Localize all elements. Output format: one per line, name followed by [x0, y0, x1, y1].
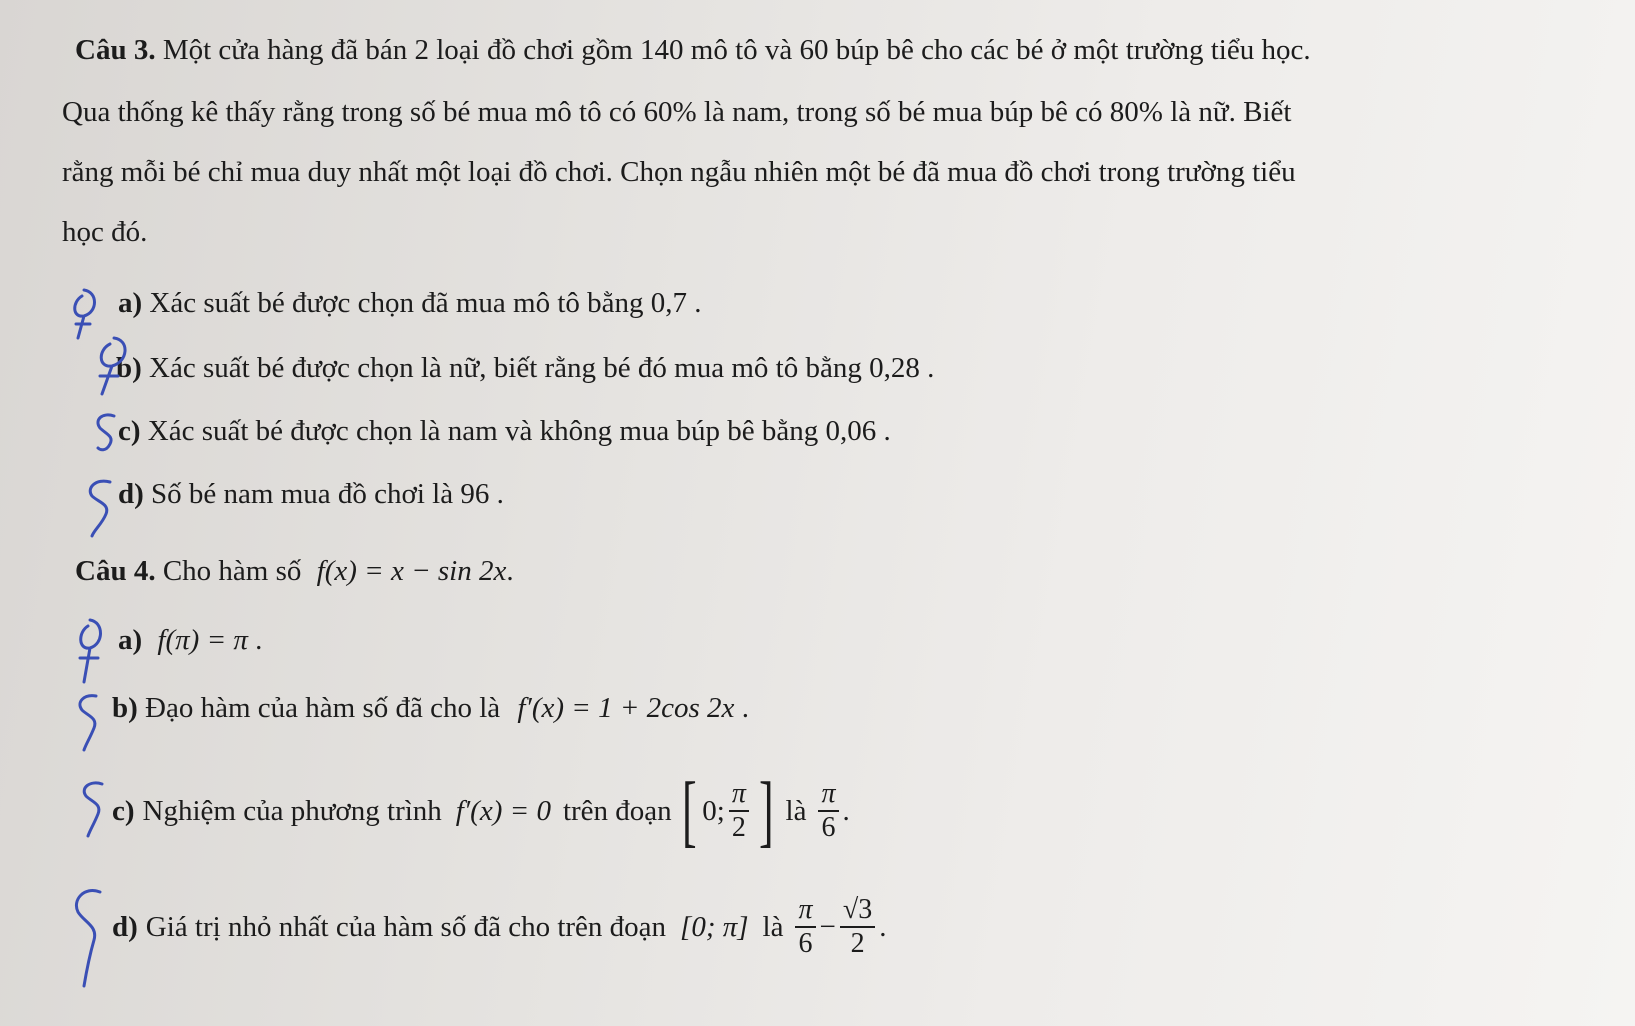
- q3-line-1: [75, 32, 1311, 68]
- q3-option-b: [116, 350, 934, 386]
- frac-denominator: 6: [821, 812, 836, 843]
- frac-numerator: π: [729, 778, 749, 812]
- q4-d-la: là: [762, 911, 784, 943]
- q4-line-1: Câu 4. Cho hàm số f(x) = x − sin 2x.: [75, 555, 514, 587]
- q3-text-1: Một cửa hàng đã bán 2 loại đồ chơi gồm 140 mô tô và 60 búp bê cho các bé ở một trường tiểu học.: [162, 34, 1311, 66]
- frac-numerator: π: [818, 778, 838, 812]
- q3-title: Câu 3.: [75, 34, 156, 66]
- handwritten-mark-q3-b: [88, 332, 132, 402]
- q4-title: Câu 4.: [75, 555, 156, 587]
- q4-intro: Cho hàm số: [162, 555, 302, 587]
- handwritten-mark-q4-b: [70, 690, 110, 754]
- q4-b-text: Đạo hàm của hàm số đã cho là: [145, 692, 501, 724]
- q4-option-a: a) f(π) = π .: [118, 624, 263, 656]
- q4-function: f(x) = x − sin 2x: [316, 555, 507, 587]
- q4-d-fraction-pi: [795, 894, 815, 960]
- q3-c-text: Xác suất bé được chọn là nam và không mua búp bê bằng 0,06 .: [147, 415, 891, 447]
- q4-c-text: Nghiệm của phương trình: [142, 795, 442, 827]
- q3-a-text: Xác suất bé được chọn đã mua mô tô bằng 0,7 .: [149, 287, 702, 319]
- q4-a-label: a): [118, 624, 143, 656]
- q3-line-3: rằng mỗi bé chỉ mua duy nhất một loại đồ chơi. Chọn ngẫu nhiên một bé đã mua đồ chơi trong trường tiểu: [62, 156, 1296, 188]
- q4-d-text: Giá trị nhỏ nhất của hàm số đã cho trên đoạn: [145, 911, 667, 943]
- frac-numerator: √3: [840, 894, 875, 928]
- q3-d-label: d): [118, 478, 144, 510]
- handwritten-mark-q4-d: [66, 882, 110, 992]
- minus-sign: −: [819, 911, 836, 943]
- q3-c-label: c): [118, 415, 141, 447]
- q3-option-d: [118, 476, 504, 512]
- q4-option-d: d) Giá trị nhỏ nhất của hàm số đã cho trên đoạn [0; π] là $\frac{\pi}{6}$ − $\frac{√3}{2}$ .: [112, 894, 887, 959]
- q4-b-math: f′(x) = 1 + 2cos 2x: [517, 692, 735, 724]
- q4-d-label: d): [112, 911, 138, 943]
- frac-denominator: 6: [798, 928, 813, 959]
- q4-c-la: là: [785, 795, 807, 827]
- frac-numerator: π: [795, 894, 815, 928]
- left-bracket: [: [681, 767, 697, 855]
- q3-line-4: học đó.: [62, 216, 148, 248]
- q4-c-math: f′(x) = 0: [455, 795, 551, 827]
- q3-a-label: a): [118, 287, 143, 319]
- q3-b-label: b): [116, 352, 142, 384]
- q3-d-text: Số bé nam mua đồ chơi là 96 .: [151, 478, 504, 510]
- q3-line-2: Qua thống kê thấy rằng trong số bé mua mô tô có 60% là nam, trong số bé mua búp bê có 80% là nữ. Biết: [62, 96, 1292, 128]
- q4-c-label: c): [112, 795, 135, 827]
- right-bracket: ]: [758, 767, 774, 855]
- q3-option-a: [118, 285, 702, 321]
- frac-denominator: 2: [731, 812, 746, 843]
- handwritten-mark-q3-d: [80, 474, 120, 540]
- q4-a-math: f(π) = π: [157, 624, 248, 656]
- frac-denominator: 2: [850, 928, 865, 959]
- q4-b-label: b): [112, 692, 138, 724]
- q4-option-b: b) Đạo hàm của hàm số đã cho là f′(x) = 1 + 2cos 2x .: [112, 692, 749, 724]
- handwritten-mark-q4-a: [70, 614, 110, 688]
- q4-c-text2: trên đoạn: [562, 795, 672, 827]
- handwritten-mark-q4-c: [72, 776, 112, 840]
- handwritten-mark-q3-c: [88, 408, 124, 458]
- q3-option-c: [118, 413, 891, 449]
- q4-c-interval-fraction: [729, 778, 749, 844]
- q4-d-interval: [0; π]: [680, 911, 749, 943]
- q4-c-interval-left: 0;: [702, 795, 725, 827]
- q4-option-c: c) Nghiệm của phương trình f′(x) = 0 trên đoạn [ 0; $\frac{\pi}{2}$ ] là $\frac{\pi}{6}$ .: [112, 767, 850, 855]
- q4-d-fraction-sqrt: [840, 894, 875, 960]
- q4-c-answer-fraction: [818, 778, 838, 844]
- q3-b-text: Xác suất bé được chọn là nữ, biết rằng bé đó mua mô tô bằng 0,28 .: [149, 352, 935, 384]
